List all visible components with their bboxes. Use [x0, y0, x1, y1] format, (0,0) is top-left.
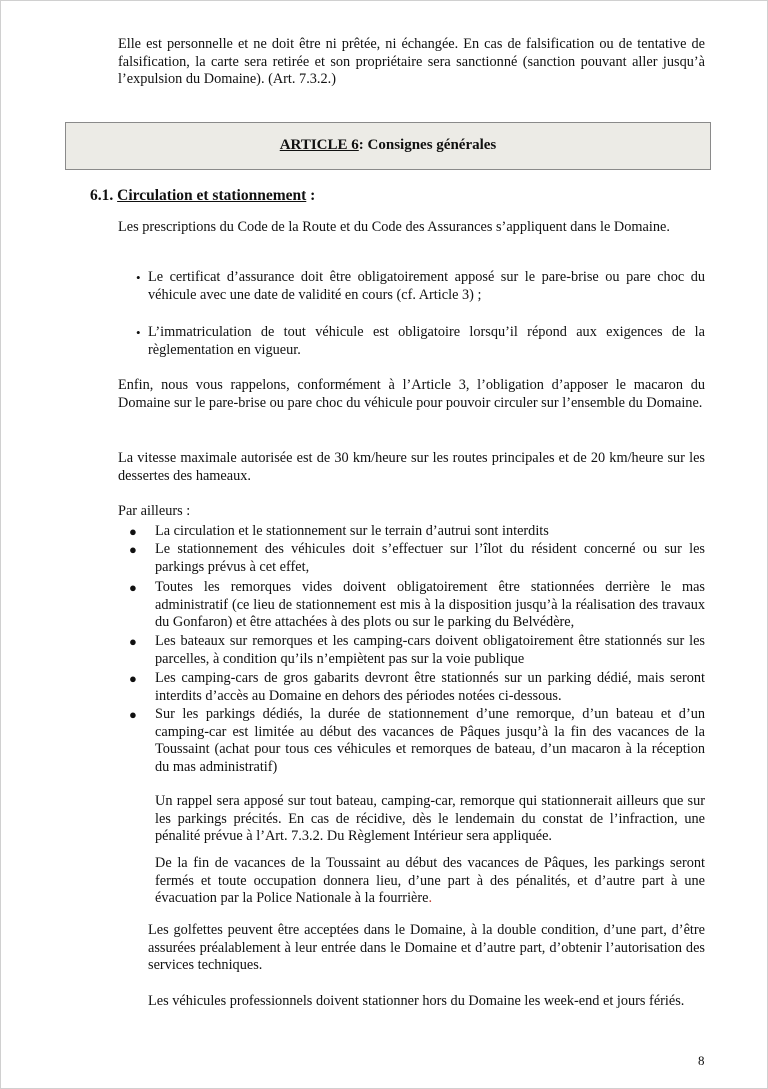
requirement-text: L’immatriculation de tout véhicule est obligatoire lorsqu’il répond aux exigences de la règlementation en vigueur. — [148, 324, 705, 358]
bullet-icon: • — [136, 325, 141, 340]
rule-text: Les camping-cars de gros gabarits devront être stationnés sur un parking dédié, mais seront interdits d’accès au Domaine en dehors des périodes notées ci-dessous. — [155, 670, 705, 704]
rule-item — [129, 670, 705, 705]
article-label: ARTICLE 6 — [279, 137, 359, 154]
golf-paragraph: Les golfettes peuvent être acceptées dans le Domaine, à la double condition, d’une part, d’être assurées préalablement à leur entrée dans le Domaine et d’autre part, d’obtenir l’autorisation des services techniques. — [148, 922, 705, 973]
winter-text: De la fin de vacances de la Toussaint au début des vacances de Pâques, les parkings seront fermés et toute occupation donnera lieu, d’une part à des pénalités, et d’autre part à une évacuation par la Police Nationale à la fourrière — [155, 855, 705, 906]
rule-item — [129, 706, 705, 776]
rule-text: Les bateaux sur remorques et les camping-cars doivent obligatoirement être stationnés sur les parcelles, à condition qu’ils n’empiètent pas sur la voie publique — [155, 633, 705, 667]
bullet-icon: ● — [129, 524, 137, 539]
winter-paragraph — [155, 855, 705, 908]
top-paragraph: Elle est personnelle et ne doit être ni prêtée, ni échangée. En cas de falsification ou de tentative de falsification, la carte sera retirée et son propriétaire sera sanctionné (sanction pouvant aller jusqu’à l’expulsion du Domaine). (Art. 7.3.2.) — [118, 36, 705, 87]
rule-text: Toutes les remorques vides doivent obligatoirement être stationnées derrière le mas administratif (ce lieu de stationnement est mis à la disposition jusqu’à la réalisation des travaux du Gonfaron) et être attachées à des plots ou sur le parking du Belvédère, — [155, 579, 705, 630]
page-number: 8 — [698, 1053, 705, 1068]
section-title: Circulation et stationnement — [117, 187, 307, 204]
reminder-paragraph: Enfin, nous vous rappelons, conformément à l’Article 3, l’obligation d’apposer le macaron du Domaine sur le pare-brise ou pare choc du véhicule pour pouvoir circuler sur l’ensemble du Domaine. — [118, 377, 705, 411]
article-banner — [65, 122, 711, 170]
winter-end: . — [428, 890, 433, 906]
intro-paragraph: Les prescriptions du Code de la Route et du Code des Assurances s’appliquent dans le Domaine. — [118, 219, 670, 235]
par-ailleurs-label: Par ailleurs : — [118, 503, 191, 519]
bullet-icon: ● — [129, 542, 137, 557]
section-heading — [90, 187, 315, 205]
requirement-item — [136, 269, 705, 304]
article-title: : Consignes générales — [358, 137, 497, 154]
section-suffix: : — [306, 187, 316, 204]
rule-item — [129, 633, 705, 668]
rule-item — [129, 523, 705, 541]
bullet-icon: ● — [129, 634, 137, 649]
section-number: 6.1. — [90, 187, 118, 204]
requirement-item — [136, 324, 705, 359]
bullet-icon: • — [136, 270, 141, 285]
bullet-icon: ● — [129, 671, 137, 686]
rule-item — [129, 541, 705, 576]
rule-text: La circulation et le stationnement sur le terrain d’autrui sont interdits — [155, 523, 549, 539]
bullet-icon: ● — [129, 707, 137, 722]
rule-text: Le stationnement des véhicules doit s’effectuer sur l’îlot du résident concerné ou sur les parkings prévus à cet effet, — [155, 541, 705, 575]
rule-item — [129, 579, 705, 632]
bullet-icon: ● — [129, 580, 137, 595]
pro-paragraph: Les véhicules professionnels doivent stationner hors du Domaine les week-end et jours fériés. — [148, 993, 685, 1009]
recall-paragraph: Un rappel sera apposé sur tout bateau, camping-car, remorque qui stationnerait ailleurs que sur les parkings précités. En cas de récidive, dès le lendemain du constat de l’infraction, une pénalité prévue à l’Art. 7.3.2. Du Règlement Intérieur sera appliquée. — [155, 793, 705, 844]
requirement-text: Le certificat d’assurance doit être obligatoirement apposé sur le pare-brise ou pare choc du véhicule avec une date de validité en cours (cf. Article 3) ; — [148, 269, 705, 303]
speed-paragraph: La vitesse maximale autorisée est de 30 km/heure sur les routes principales et de 20 km/heure sur les dessertes des hameaux. — [118, 450, 705, 484]
rule-text: Sur les parkings dédiés, la durée de stationnement d’une remorque, d’un bateau et d’un camping-car est limitée au début des vacances de Pâques jusqu’à la fin des vacances de la Toussaint (achat pour tous ces véhicules et remorques de bateau, d’un macaron à la réception du mas administratif) — [155, 706, 705, 775]
